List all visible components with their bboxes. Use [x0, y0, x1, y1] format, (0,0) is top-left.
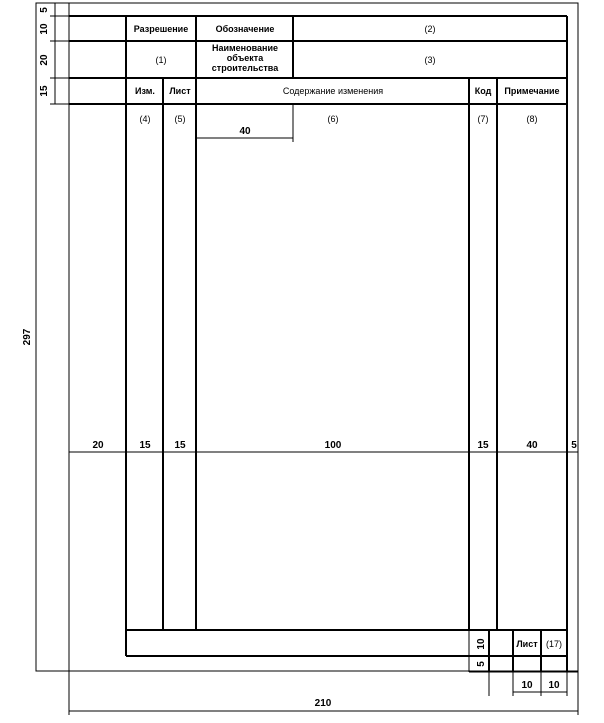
object-name-line3: строительства — [211, 63, 279, 73]
col-sheet-label: Лист — [169, 86, 191, 96]
dim-row-15: 15 — [39, 85, 50, 97]
dim-total-width: 210 — [314, 698, 332, 709]
permission-label: Разрешение — [133, 24, 189, 34]
dim-col-sheet: 15 — [174, 440, 186, 451]
dim-col-left-margin: 20 — [92, 440, 104, 451]
dim-col-note: 40 — [526, 440, 538, 451]
designation-value: (2) — [424, 24, 436, 34]
dim-total-height: 297 — [22, 328, 33, 346]
dim-row-10: 10 — [39, 23, 50, 35]
dim-col-right-margin: 5 — [571, 440, 577, 451]
col-note-label: Примечание — [504, 86, 560, 96]
dim-col-content: 100 — [324, 440, 342, 451]
permission-value: (1) — [155, 55, 167, 65]
footer-sheet-value: (17) — [545, 639, 563, 649]
col-change-value: (4) — [139, 114, 151, 124]
object-name-line1: Наименование — [211, 43, 279, 53]
width-dimension-line — [69, 104, 578, 715]
designation-label: Обозначение — [215, 24, 275, 34]
dim-footer-5: 5 — [476, 661, 487, 667]
col-code-value: (7) — [477, 114, 489, 124]
col-sheet-value: (5) — [174, 114, 186, 124]
dim-row-5: 5 — [39, 7, 50, 13]
col-content-label: Содержание изменения — [282, 86, 384, 96]
col-note-value: (8) — [526, 114, 538, 124]
dim-col-change: 15 — [139, 440, 151, 451]
dim-row-20: 20 — [39, 54, 50, 66]
footer-table — [126, 630, 578, 672]
col-content-value: (6) — [327, 114, 339, 124]
body-columns — [126, 104, 567, 630]
footer-sheet-label: Лист — [516, 639, 538, 649]
col-code-label: Код — [474, 86, 492, 96]
dim-footer-w-10a: 10 — [521, 680, 533, 691]
col-change-label: Изм. — [135, 86, 155, 96]
dim-footer-w-10b: 10 — [548, 680, 560, 691]
dim-footer-10: 10 — [476, 638, 487, 650]
object-name-value: (3) — [424, 55, 436, 65]
object-name-line2: объекта — [226, 53, 264, 63]
dim-col-code: 15 — [477, 440, 489, 451]
indent-40-label: 40 — [239, 126, 251, 137]
